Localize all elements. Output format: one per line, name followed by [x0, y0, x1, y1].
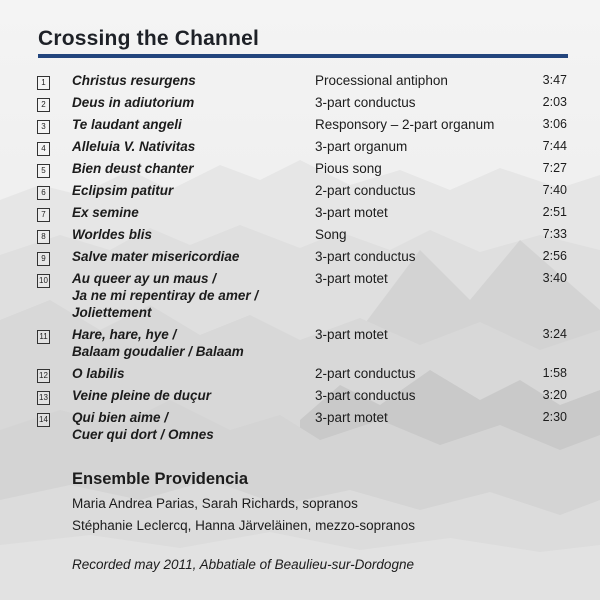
track-row [0, 248, 600, 270]
track-duration: 3:06 [542, 117, 567, 131]
track-row [0, 204, 600, 226]
recording-info: Recorded may 2011, Abbatiale of Beaulieu-sur-Dordogne [72, 557, 414, 572]
track-list [0, 72, 600, 448]
track-number-box: 13 [37, 391, 50, 405]
track-title: Ex semine [72, 205, 139, 220]
track-number-box: 1 [37, 76, 50, 90]
track-form: 3-part organum [315, 139, 408, 154]
track-title: Au queer ay un maus / Ja ne mi repentiray de amer / Joliettement [72, 271, 259, 320]
track-duration: 7:40 [542, 183, 567, 197]
track-form: 3-part conductus [315, 95, 416, 110]
track-duration: 7:27 [542, 161, 567, 175]
track-row [0, 182, 600, 204]
track-title: Veine pleine de duçur [72, 388, 212, 403]
track-title: Te laudant angeli [72, 117, 182, 132]
track-row [0, 138, 600, 160]
track-form: Song [315, 227, 347, 242]
track-title: Hare, hare, hye / Balaam goudalier / Balaam [72, 327, 244, 359]
track-number-box: 3 [37, 120, 50, 134]
track-number-box: 6 [37, 186, 50, 200]
track-form: 3-part conductus [315, 388, 416, 403]
track-duration: 2:56 [542, 249, 567, 263]
track-title: Worldes blis [72, 227, 153, 242]
track-row [0, 326, 600, 365]
ensemble-members-mezzos: Stéphanie Leclercq, Hanna Järveläinen, mezzo-sopranos [72, 518, 415, 533]
ensemble-members-sopranos: Maria Andrea Parias, Sarah Richards, sopranos [72, 496, 358, 511]
track-duration: 3:40 [542, 271, 567, 285]
track-duration: 2:30 [542, 410, 567, 424]
track-title: Christus resurgens [72, 73, 196, 88]
track-form: 3-part motet [315, 271, 388, 286]
track-form: 3-part conductus [315, 249, 416, 264]
track-duration: 7:33 [542, 227, 567, 241]
track-row [0, 409, 600, 448]
track-duration: 3:20 [542, 388, 567, 402]
track-title: Qui bien aime / Cuer qui dort / Omnes [72, 410, 214, 442]
track-form: 3-part motet [315, 410, 388, 425]
track-duration: 7:44 [542, 139, 567, 153]
track-number-box: 5 [37, 164, 50, 178]
track-duration: 2:03 [542, 95, 567, 109]
track-form: Pious song [315, 161, 382, 176]
track-number-box: 10 [37, 274, 50, 288]
track-number-box: 12 [37, 369, 50, 383]
track-title: Deus in adiutorium [72, 95, 195, 110]
track-number-box: 7 [37, 208, 50, 222]
track-form: 2-part conductus [315, 366, 416, 381]
track-title: O labilis [72, 366, 125, 381]
track-duration: 2:51 [542, 205, 567, 219]
ensemble-name: Ensemble Providencia [72, 470, 249, 488]
track-number-box: 11 [37, 330, 50, 344]
track-form: Processional antiphon [315, 73, 448, 88]
track-row [0, 365, 600, 387]
track-row [0, 270, 600, 326]
track-row [0, 116, 600, 138]
track-duration: 3:24 [542, 327, 567, 341]
track-form: 2-part conductus [315, 183, 416, 198]
track-duration: 3:47 [542, 73, 567, 87]
track-title: Salve mater misericordiae [72, 249, 240, 264]
track-form: Responsory – 2-part organum [315, 117, 495, 132]
track-number-box: 14 [37, 413, 50, 427]
track-row [0, 94, 600, 116]
track-row [0, 72, 600, 94]
track-title: Alleluia V. Nativitas [72, 139, 196, 154]
album-title: Crossing the Channel [38, 27, 260, 50]
track-row [0, 387, 600, 409]
track-number-box: 9 [37, 252, 50, 266]
track-form: 3-part motet [315, 205, 388, 220]
track-title: Eclipsim patitur [72, 183, 174, 198]
title-underline [38, 54, 568, 58]
track-row [0, 226, 600, 248]
track-number-box: 2 [37, 98, 50, 112]
track-form: 3-part motet [315, 327, 388, 342]
track-number-box: 4 [37, 142, 50, 156]
track-title: Bien deust chanter [72, 161, 194, 176]
track-number-box: 8 [37, 230, 50, 244]
track-duration: 1:58 [542, 366, 567, 380]
track-row [0, 160, 600, 182]
